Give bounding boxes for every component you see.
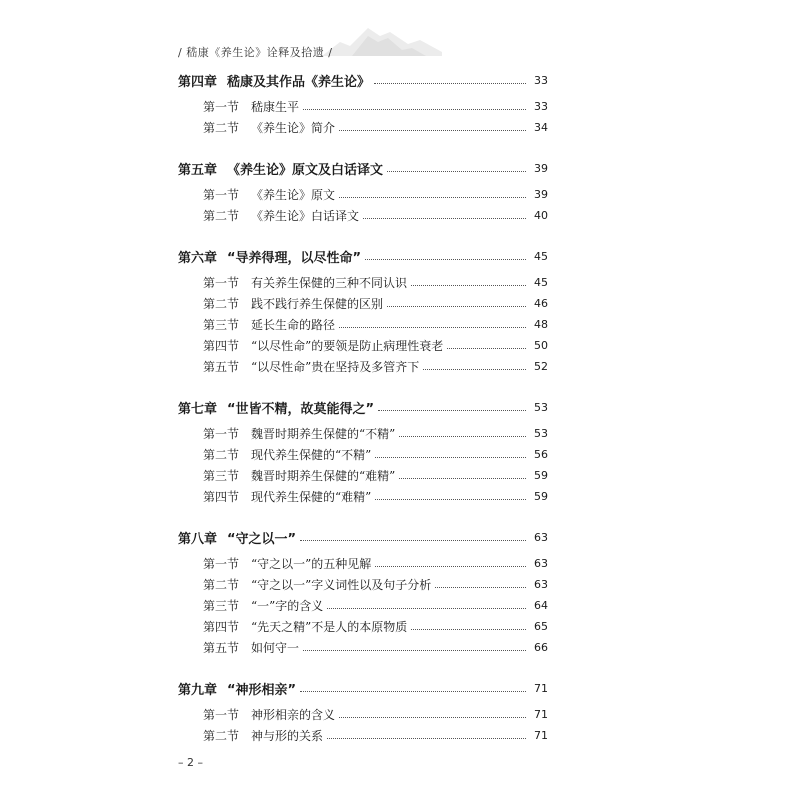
dot-leader (411, 629, 526, 630)
chapter-title: 《养生论》原文及白话译文 (227, 162, 384, 178)
section-title: 《养生论》原文 (251, 188, 336, 202)
section-number: 第一节 (203, 708, 240, 722)
section-title: 有关养生保健的三种不同认识 (251, 276, 408, 290)
section-title: “以尽性命”贵在坚持及多管齐下 (251, 360, 420, 374)
section-entry (178, 423, 548, 444)
section-page-number: 66 (534, 641, 548, 654)
section-title: 嵇康生平 (251, 100, 300, 114)
section-entry (178, 356, 548, 377)
section-page-number: 34 (534, 121, 548, 134)
section-entry (178, 553, 548, 574)
chapter-entry (178, 676, 548, 700)
chapter-entry (178, 156, 548, 180)
chapter-block (178, 395, 548, 507)
dot-leader (327, 608, 526, 609)
section-number: 第一节 (203, 427, 240, 441)
table-of-contents (178, 68, 548, 764)
dot-leader (339, 197, 526, 198)
section-page-number: 48 (534, 318, 548, 331)
section-page-number: 63 (534, 557, 548, 570)
dot-leader (363, 218, 526, 219)
section-number: 第三节 (203, 318, 240, 332)
section-number: 第二节 (203, 297, 240, 311)
section-number: 第五节 (203, 360, 240, 374)
section-number: 第五节 (203, 641, 240, 655)
dot-leader (303, 109, 526, 110)
section-title: 神形相亲的含义 (251, 708, 336, 722)
dot-leader (399, 436, 526, 437)
dot-leader (365, 259, 526, 260)
dot-leader (378, 410, 526, 411)
section-entry (178, 465, 548, 486)
section-title: 《养生论》白话译文 (251, 209, 360, 223)
running-header: / 嵇康《养生论》诠释及拾遗 / (178, 46, 333, 59)
section-title: 现代养生保健的“不精” (251, 448, 372, 462)
section-page-number: 59 (534, 490, 548, 503)
section-title: “守之以一”字义词性以及句子分析 (251, 578, 432, 592)
section-title: “一”字的含义 (251, 599, 324, 613)
dot-leader (374, 83, 526, 84)
section-page-number: 40 (534, 209, 548, 222)
chapter-page-number: 53 (534, 400, 548, 414)
section-page-number: 63 (534, 578, 548, 591)
dot-leader (387, 306, 526, 307)
chapter-entry (178, 395, 548, 419)
dot-leader (435, 587, 526, 588)
section-number: 第二节 (203, 121, 240, 135)
dot-leader (339, 327, 526, 328)
section-title: “以尽性命”的要领是防止病理性衰老 (251, 339, 444, 353)
dot-leader (423, 369, 526, 370)
chapter-number: 第五章 (178, 162, 218, 178)
section-title: “守之以一”的五种见解 (251, 557, 372, 571)
chapter-number: 第六章 (178, 250, 218, 266)
section-number: 第四节 (203, 490, 240, 504)
section-number: 第一节 (203, 276, 240, 290)
dot-leader (411, 285, 526, 286)
section-entry (178, 272, 548, 293)
section-title: 延长生命的路径 (251, 318, 336, 332)
section-entry (178, 595, 548, 616)
chapter-number: 第八章 (178, 531, 218, 547)
section-page-number: 50 (534, 339, 548, 352)
section-page-number: 45 (534, 276, 548, 289)
chapter-page-number: 71 (534, 681, 548, 695)
section-title: 现代养生保健的“难精” (251, 490, 372, 504)
dot-leader (339, 717, 526, 718)
section-entry (178, 184, 548, 205)
dot-leader (387, 171, 526, 172)
section-entry (178, 486, 548, 507)
section-number: 第一节 (203, 100, 240, 114)
section-page-number: 56 (534, 448, 548, 461)
section-entry (178, 117, 548, 138)
section-page-number: 71 (534, 708, 548, 721)
dot-leader (300, 540, 526, 541)
section-number: 第二节 (203, 729, 240, 743)
chapter-title: “导养得理，以尽性命” (227, 250, 362, 266)
section-number: 第三节 (203, 599, 240, 613)
chapter-title: “神形相亲” (227, 682, 297, 698)
section-title: 《养生论》简介 (251, 121, 336, 135)
mountain-decoration-icon (322, 22, 442, 56)
section-page-number: 33 (534, 100, 548, 113)
section-page-number: 46 (534, 297, 548, 310)
section-entry (178, 574, 548, 595)
section-entry (178, 704, 548, 725)
section-number: 第一节 (203, 557, 240, 571)
section-page-number: 52 (534, 360, 548, 373)
chapter-block (178, 676, 548, 746)
chapter-title: 嵇康及其作品《养生论》 (227, 74, 371, 90)
section-number: 第三节 (203, 469, 240, 483)
dot-leader (339, 130, 526, 131)
chapter-number: 第七章 (178, 401, 218, 417)
section-page-number: 71 (534, 729, 548, 742)
dot-leader (375, 566, 526, 567)
section-number: 第二节 (203, 578, 240, 592)
section-entry (178, 314, 548, 335)
section-page-number: 59 (534, 469, 548, 482)
section-title: 神与形的关系 (251, 729, 324, 743)
section-number: 第二节 (203, 209, 240, 223)
section-entry (178, 637, 548, 658)
section-number: 第四节 (203, 620, 240, 634)
dot-leader (300, 691, 526, 692)
section-title: 魏晋时期养生保健的“不精” (251, 427, 396, 441)
section-page-number: 39 (534, 188, 548, 201)
chapter-block (178, 525, 548, 658)
section-entry (178, 96, 548, 117)
chapter-number: 第九章 (178, 682, 218, 698)
section-title: 如何守一 (251, 641, 300, 655)
chapter-entry (178, 244, 548, 268)
dot-leader (303, 650, 526, 651)
section-entry (178, 444, 548, 465)
chapter-number: 第四章 (178, 74, 218, 90)
chapter-entry (178, 68, 548, 92)
page-folio: – 2 – (178, 756, 203, 769)
section-entry (178, 725, 548, 746)
section-number: 第二节 (203, 448, 240, 462)
section-page-number: 65 (534, 620, 548, 633)
dot-leader (375, 499, 526, 500)
section-entry (178, 616, 548, 637)
dot-leader (327, 738, 526, 739)
section-entry (178, 293, 548, 314)
section-title: 魏晋时期养生保健的“难精” (251, 469, 396, 483)
section-page-number: 64 (534, 599, 548, 612)
section-title: “先天之精”不是人的本原物质 (251, 620, 408, 634)
chapter-page-number: 63 (534, 530, 548, 544)
dot-leader (399, 478, 526, 479)
chapter-page-number: 45 (534, 249, 548, 263)
dot-leader (375, 457, 526, 458)
section-number: 第四节 (203, 339, 240, 353)
chapter-block (178, 68, 548, 138)
chapter-title: “守之以一” (227, 531, 297, 547)
chapter-title: “世皆不精，故莫能得之” (227, 401, 375, 417)
chapter-block (178, 156, 548, 226)
chapter-entry (178, 525, 548, 549)
section-entry (178, 335, 548, 356)
dot-leader (447, 348, 526, 349)
chapter-block (178, 244, 548, 377)
section-number: 第一节 (203, 188, 240, 202)
chapter-page-number: 33 (534, 73, 548, 87)
section-entry (178, 205, 548, 226)
chapter-page-number: 39 (534, 161, 548, 175)
section-title: 践不践行养生保健的区别 (251, 297, 384, 311)
section-page-number: 53 (534, 427, 548, 440)
